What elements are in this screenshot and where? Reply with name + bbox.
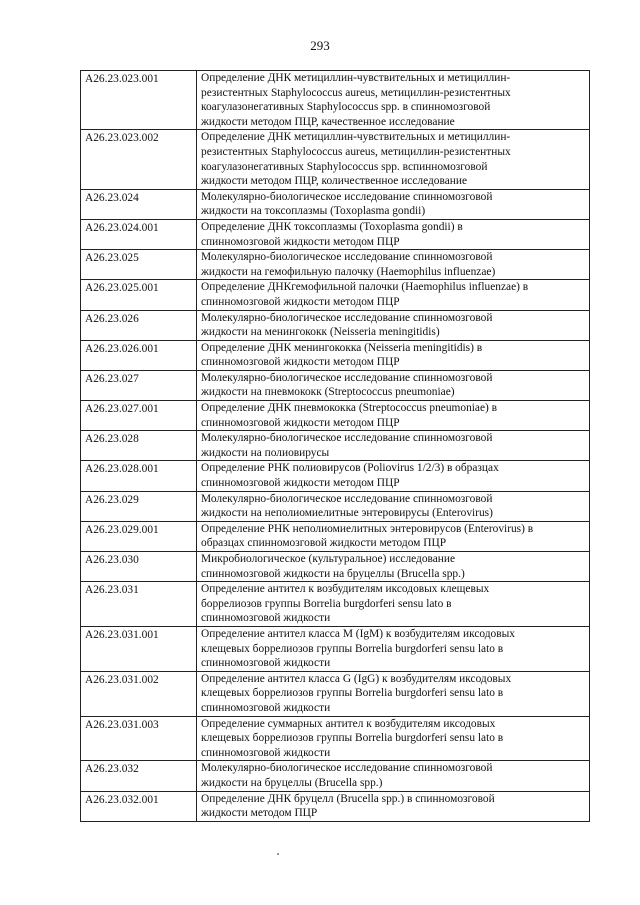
row-code: A26.23.024 [81, 189, 197, 219]
row-description: Определение антител класса M (IgM) к возбудителям иксодовых клещевых боррелиозов группы Borrelia burgdorferi sensu lato в спинномозговой жидкости [197, 626, 590, 671]
row-description: Определение ДНКгемофильной палочки (Haemophilus influenzae) в спинномозговой жидкости методом ПЦР [197, 280, 590, 310]
row-description: Определение антител к возбудителям иксодовых клещевых боррелиозов группы Borrelia burgdorferi sensu lato в спинномозговой жидкости [197, 582, 590, 627]
table-row [81, 340, 590, 370]
row-description: Определение ДНК метициллин-чувствительных и метициллин- резистентных Staphylococcus aureus, метициллин-резистентных коагулазонегативных Staphylococcus spp. вспинномозговой жидкости методом ПЦР, количественное исследование [197, 130, 590, 189]
row-code: A26.23.026.001 [81, 340, 197, 370]
row-code: A26.23.031 [81, 582, 197, 627]
row-description: Микробиологическое (культуральное) исследование спинномозговой жидкости на бруцеллы (Brucella spp.) [197, 552, 590, 582]
table-row [81, 791, 590, 821]
row-code: A26.23.023.002 [81, 130, 197, 189]
table-row [81, 582, 590, 627]
scan-speck [277, 853, 279, 855]
row-code: A26.23.025 [81, 250, 197, 280]
row-description: Определение РНК полиовирусов (Poliovirus 1/2/3) в образцах спинномозговой жидкости методом ПЦР [197, 461, 590, 491]
table-row [81, 671, 590, 716]
table-row [81, 626, 590, 671]
table-row [81, 250, 590, 280]
row-description: Определение антител класса G (IgG) к возбудителям иксодовых клещевых боррелиозов группы Borrelia burgdorferi sensu lato в спинномозговой жидкости [197, 671, 590, 716]
row-code: A26.23.027.001 [81, 401, 197, 431]
table-row [81, 280, 590, 310]
table-row [81, 716, 590, 761]
table-row [81, 310, 590, 340]
row-description: Определение ДНК бруцелл (Brucella spp.) в спинномозговой жидкости методом ПЦР [197, 791, 590, 821]
row-description: Молекулярно-биологическое исследование спинномозговой жидкости на менингококк (Neisseria meningitidis) [197, 310, 590, 340]
services-table-body [81, 71, 590, 822]
row-description: Молекулярно-биологическое исследование спинномозговой жидкости на токсоплазмы (Toxoplasma gondii) [197, 189, 590, 219]
row-code: A26.23.030 [81, 552, 197, 582]
row-description: Определение ДНК менингококка (Neisseria meningitidis) в спинномозговой жидкости методом ПЦР [197, 340, 590, 370]
row-code: A26.23.028 [81, 431, 197, 461]
row-code: A26.23.028.001 [81, 461, 197, 491]
row-description: Определение суммарных антител к возбудителям иксодовых клещевых боррелиозов группы Borrelia burgdorferi sensu lato в спинномозговой жидкости [197, 716, 590, 761]
table-row [81, 219, 590, 249]
table-row [81, 401, 590, 431]
row-description: Определение ДНК токсоплазмы (Toxoplasma gondii) в спинномозговой жидкости методом ПЦР [197, 219, 590, 249]
table-row [81, 491, 590, 521]
row-description: Молекулярно-биологическое исследование спинномозговой жидкости на бруцеллы (Brucella spp.) [197, 761, 590, 791]
row-code: A26.23.031.002 [81, 671, 197, 716]
table-row [81, 189, 590, 219]
row-code: A26.23.026 [81, 310, 197, 340]
table-row [81, 130, 590, 189]
row-description: Определение РНК неполиомиелитных энтеровирусов (Enterovirus) в образцах спинномозговой жидкости методом ПЦР [197, 521, 590, 551]
row-code: A26.23.027 [81, 370, 197, 400]
row-description: Молекулярно-биологическое исследование спинномозговой жидкости на полиовирусы [197, 431, 590, 461]
row-code: A26.23.032.001 [81, 791, 197, 821]
row-code: A26.23.029.001 [81, 521, 197, 551]
table-row [81, 552, 590, 582]
row-code: A26.23.025.001 [81, 280, 197, 310]
row-description: Молекулярно-биологическое исследование спинномозговой жидкости на гемофильную палочку (Haemophilus influenzae) [197, 250, 590, 280]
table-row [81, 461, 590, 491]
row-description: Определение ДНК пневмококка (Streptococcus pneumoniae) в спинномозговой жидкости методом ПЦР [197, 401, 590, 431]
row-code: A26.23.031.001 [81, 626, 197, 671]
row-code: A26.23.032 [81, 761, 197, 791]
row-code: A26.23.031.003 [81, 716, 197, 761]
table-row [81, 71, 590, 130]
table-row [81, 370, 590, 400]
row-code: A26.23.029 [81, 491, 197, 521]
table-row [81, 431, 590, 461]
page-number: 293 [310, 38, 330, 53]
table-row [81, 521, 590, 551]
row-code: A26.23.024.001 [81, 219, 197, 249]
services-table [80, 70, 590, 822]
row-description: Молекулярно-биологическое исследование спинномозговой жидкости на пневмококк (Streptococcus pneumoniae) [197, 370, 590, 400]
row-description: Молекулярно-биологическое исследование спинномозговой жидкости на неполиомиелитные энтеровирусы (Enterovirus) [197, 491, 590, 521]
row-code: A26.23.023.001 [81, 71, 197, 130]
table-row [81, 761, 590, 791]
row-description: Определение ДНК метициллин-чувствительных и метициллин- резистентных Staphylococcus aureus, метициллин-резистентных коагулазонегативных Staphylococcus spp. в спинномозговой жидкости методом ПЦР, качественное исследование [197, 71, 590, 130]
